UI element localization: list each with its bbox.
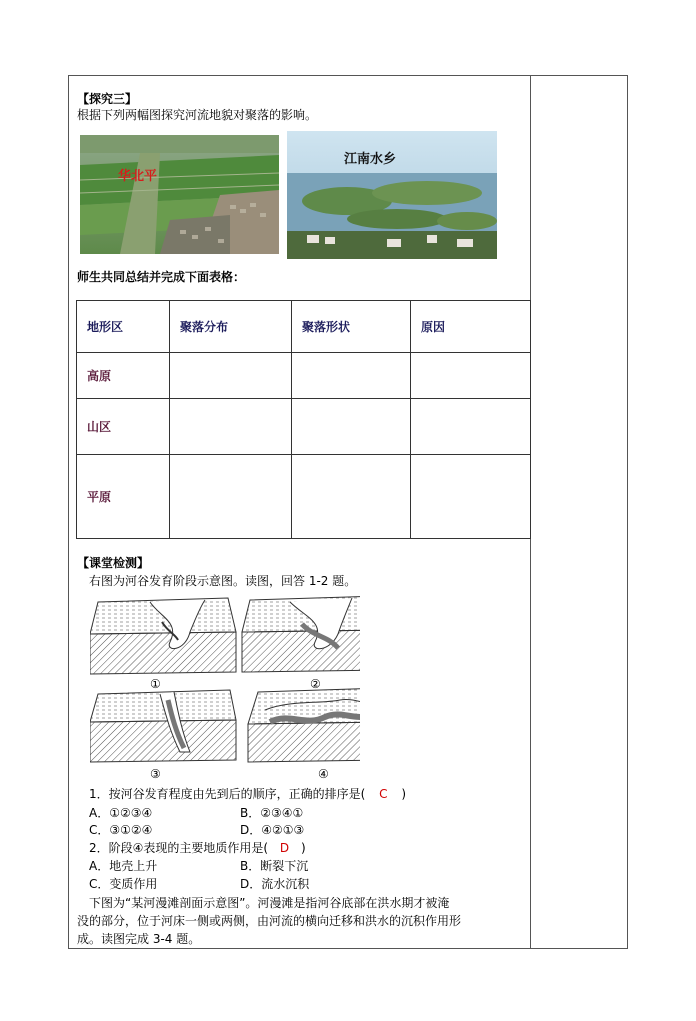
- floodplain-para-line-2: 没的部分，位于河床一侧或两侧，由河流的横向迁移和洪水的沉积作用形: [77, 914, 462, 928]
- table-cell[interactable]: [411, 353, 531, 399]
- row-label-mountain: 山区: [77, 399, 170, 455]
- table-cell[interactable]: [292, 353, 411, 399]
- table-cell[interactable]: [170, 399, 292, 455]
- stage-2-block: [242, 596, 360, 672]
- north-china-plain-photo: [80, 135, 279, 254]
- q1-option-a: A．①②③④: [89, 806, 153, 820]
- table-cell[interactable]: [411, 455, 531, 539]
- jiangnan-water-town-label: 江南水乡: [344, 152, 397, 167]
- north-china-plain-label: 华北平: [118, 169, 158, 184]
- question-2-close: ): [300, 841, 306, 855]
- summary-prompt: 师生共同总结并完成下面表格：: [77, 270, 246, 284]
- stage-4-block: [248, 688, 360, 762]
- table-cell[interactable]: [292, 455, 411, 539]
- quiz-intro: 右图为河谷发育阶段示意图。读图，回答 1-2 题。: [89, 574, 357, 588]
- table-row: [77, 455, 531, 539]
- table-cell[interactable]: [170, 353, 292, 399]
- q2-option-d: D．流水沉积: [240, 877, 310, 891]
- question-2: [89, 840, 306, 856]
- table-header-row: [77, 301, 531, 353]
- q1-option-d: D．④②①③: [240, 823, 305, 837]
- table-cell[interactable]: [411, 399, 531, 455]
- row-label-plain: 平原: [77, 455, 170, 539]
- quiz-heading: 【课堂检测】: [77, 556, 150, 570]
- table-row: [77, 353, 531, 399]
- q1-option-c: C．③①②④: [89, 823, 153, 837]
- table-cell[interactable]: [170, 455, 292, 539]
- q1-option-b: B．②③④①: [240, 806, 304, 820]
- q2-option-c: C．变质作用: [89, 877, 158, 891]
- header-settlement-distribution: 聚落分布: [170, 301, 292, 353]
- section3-intro: 根据下列两幅图探究河流地貌对聚落的影响。: [77, 108, 318, 122]
- section3-heading: 【探究三】: [77, 92, 138, 106]
- stage-label-2: ②: [310, 677, 321, 691]
- q2-option-b: B．断裂下沉: [240, 859, 309, 873]
- stage-label-4: ④: [318, 767, 329, 781]
- stage-3-block: [90, 690, 236, 762]
- header-reason: 原因: [411, 301, 531, 353]
- q2-option-a: A．地壳上升: [89, 859, 158, 873]
- row-label-plateau: 高原: [77, 353, 170, 399]
- question-2-answer: D: [279, 841, 290, 855]
- question-1: [89, 786, 406, 802]
- table-row: [77, 399, 531, 455]
- stage-1-block: [90, 598, 236, 674]
- stage-label-3: ③: [150, 767, 161, 781]
- jiangnan-water-town-photo: [287, 131, 497, 259]
- floodplain-para-line-3: 成。读图完成 3-4 题。: [77, 932, 201, 946]
- question-1-stem: 1．按河谷发育程度由先到后的顺序，正确的排序是(: [89, 787, 366, 801]
- question-1-close: ): [401, 787, 407, 801]
- stage-label-1: ①: [150, 677, 161, 691]
- question-2-stem: 2．阶段④表现的主要地质作用是(: [89, 841, 269, 855]
- question-1-answer: C: [379, 787, 388, 801]
- landform-settlement-table: [76, 300, 531, 539]
- table-cell[interactable]: [292, 399, 411, 455]
- header-settlement-shape: 聚落形状: [292, 301, 411, 353]
- floodplain-para-line-1: 下图为“某河漫滩剖面示意图”。河漫滩是指河谷底部在洪水期才被淹: [89, 896, 450, 910]
- header-landform: 地形区: [77, 301, 170, 353]
